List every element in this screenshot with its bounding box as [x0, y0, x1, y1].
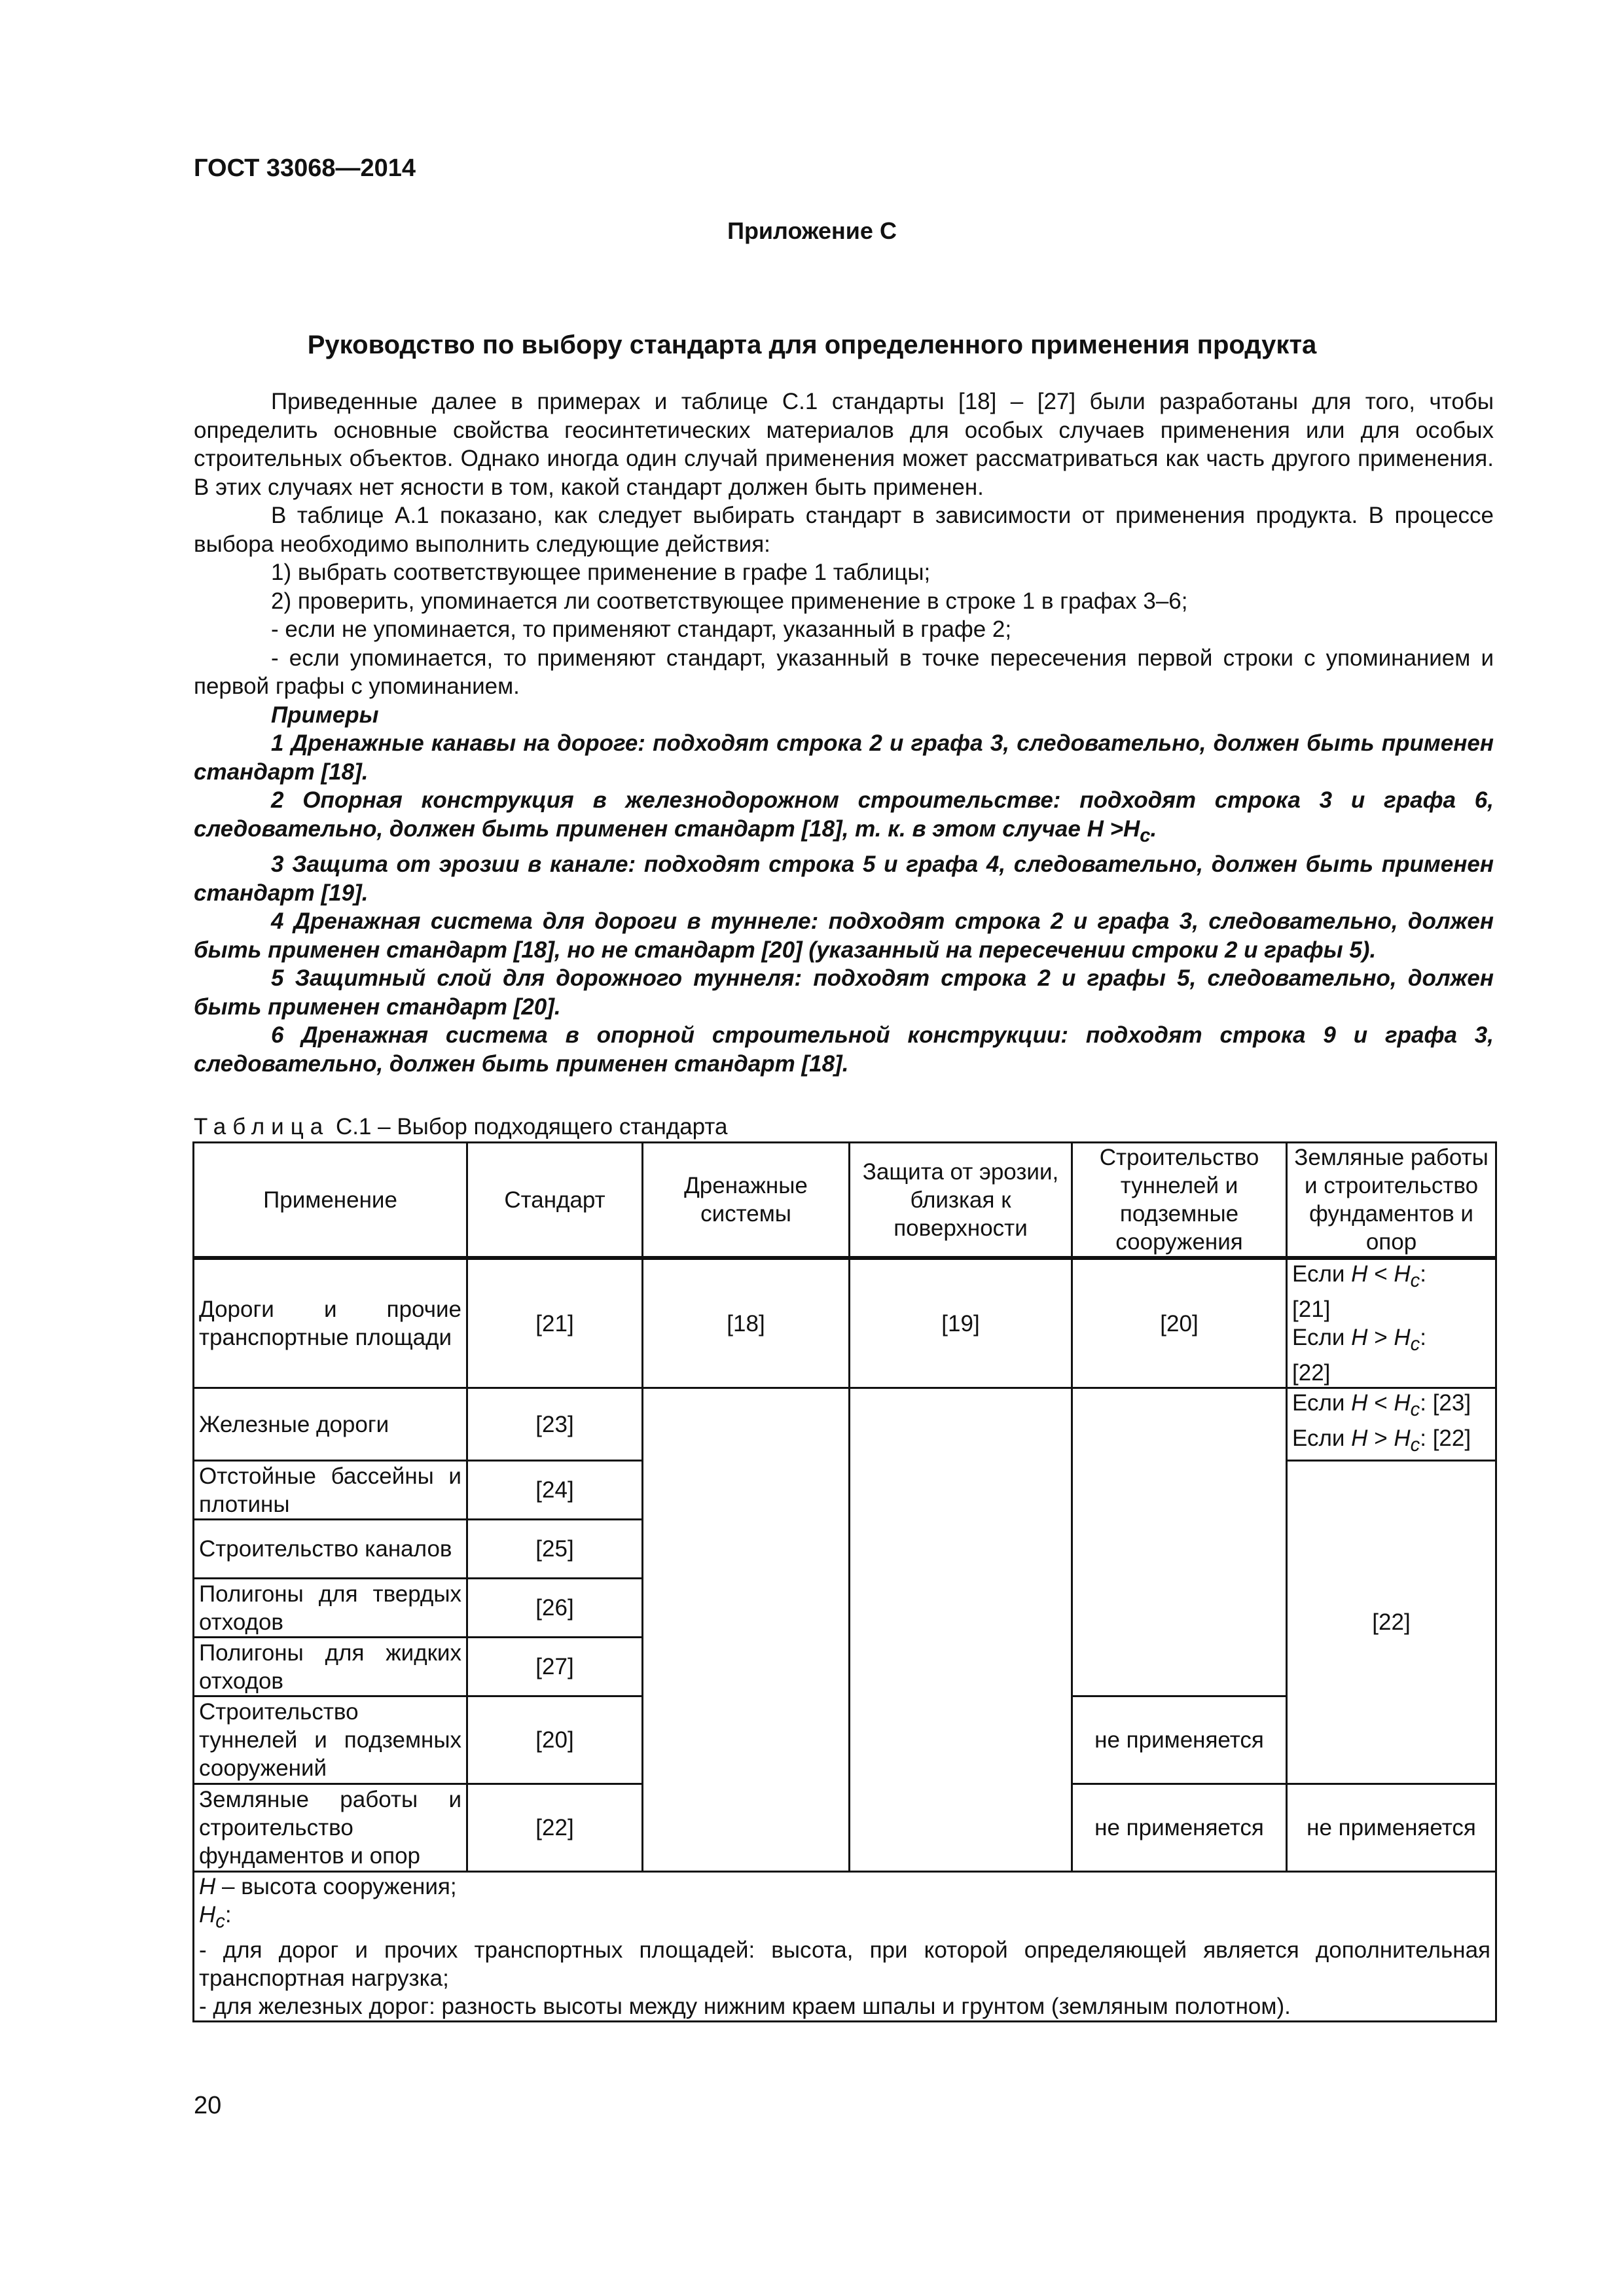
greater-sign: >: [1374, 1426, 1388, 1451]
table-notes: [194, 1872, 1496, 2022]
colon: :: [1420, 1261, 1426, 1287]
colon: :: [1420, 1390, 1426, 1416]
if-label: Если: [1292, 1325, 1345, 1350]
row-application: Железные дороги: [194, 1388, 467, 1461]
step-1: 1) выбрать соответствующее применение в графе 1 таблицы;: [271, 560, 931, 585]
condition-less: [1292, 1389, 1490, 1424]
row-application: Строительство туннелей и подземных сооружений: [194, 1696, 467, 1784]
row-application: Полигоны для жидких отходов: [194, 1638, 467, 1696]
row-tunnels: не применяется: [1072, 1696, 1287, 1784]
if-label: Если: [1292, 1390, 1345, 1416]
step-4: - если упоминается, то применяют стандарт, указанный в точке пересечения первой строки с упоминанием и первой графы с упоминанием.: [194, 645, 1494, 699]
row-standard: [23]: [467, 1388, 643, 1461]
step-2: 2) проверить, упоминается ли соответствующее применение в строке 1 в графах 3–6;: [271, 588, 1188, 614]
rail-value-greater: [22]: [1432, 1426, 1471, 1451]
hc-symbol: H: [1394, 1261, 1411, 1287]
header-drainage: Дренажные системы: [643, 1143, 850, 1259]
example-2-subscript: c: [1140, 825, 1151, 846]
document-code: ГОСТ 33068—2014: [194, 154, 416, 182]
intro-paragraph-1: Приведенные далее в примерах и таблице С.1 стандарты [18] – [27] были разработаны для того, чтобы определить основные свойства геосинтетических материалов для особых случаев применения или для особых строительных объектов. Однако иногда один случай применения может рассматриваться как часть другого применения. В этих случаях нет ясности в том, какой стандарт должен быть применен.: [194, 389, 1494, 500]
h-symbol: H: [1351, 1426, 1368, 1451]
condition-greater: [1292, 1323, 1490, 1359]
note-h-text: – высота сооружения;: [215, 1874, 457, 1899]
standards-table: [192, 1141, 1495, 2019]
row-earthworks-conditional: [1287, 1258, 1496, 1388]
step-3: - если не упоминается, то применяют стандарт, указанный в графе 2;: [271, 617, 1012, 642]
row-tunnels: [20]: [1072, 1258, 1287, 1388]
row-earthworks-conditional: [1287, 1388, 1496, 1461]
body-text: [194, 387, 1494, 1078]
erosion-empty-cell: [850, 1388, 1072, 1872]
hc-symbol: H: [1394, 1390, 1411, 1416]
example-6: 6 Дренажная система в опорной строительной конструкции: подходят строка 9 и графа 3, следовательно, должен быть применен стандарт [18].: [194, 1022, 1494, 1077]
row-earthworks: не применяется: [1287, 1784, 1496, 1872]
value-less: [21]: [1292, 1297, 1331, 1322]
page-number: 20: [194, 2092, 222, 2119]
note-hc-subscript: c: [215, 1911, 225, 1932]
h-symbol: H: [1351, 1325, 1368, 1350]
table-caption-text: С.1 – Выбор подходящего стандарта: [329, 1114, 728, 1139]
greater-sign: >: [1374, 1325, 1388, 1350]
hc-symbol: H: [1394, 1325, 1411, 1350]
hc-subscript: c: [1410, 1399, 1420, 1420]
row-drainage: [18]: [643, 1258, 850, 1388]
example-2-text: 2 Опорная конструкция в железнодорожном строительстве: подходят строка 3 и графа 6, следовательно, должен быть применен стандарт [18], т. к. в этом случае H >H: [194, 787, 1494, 842]
note-h: [199, 1873, 1490, 1901]
table-caption: [194, 1113, 727, 1141]
drainage-empty-cell: [643, 1388, 850, 1872]
table-header-row: [194, 1143, 1496, 1259]
hc-symbol: H: [1394, 1426, 1411, 1451]
header-standard: Стандарт: [467, 1143, 643, 1259]
note-hc: [199, 1901, 1490, 1936]
row-application: Земляные работы и строительство фундаментов и опор: [194, 1784, 467, 1872]
earthworks-merged-cell: [22]: [1287, 1461, 1496, 1784]
row-application: Полигоны для твердых отходов: [194, 1579, 467, 1638]
table-row: [194, 1258, 1496, 1388]
table-row: [194, 1388, 1496, 1461]
example-4: 4 Дренажная система для дороги в туннеле: подходят строка 2 и графа 3, следовательно, должен быть применен стандарт [18], но не стандарт [20] (указанный на пересечении строки 2 и графы 5).: [194, 908, 1494, 963]
if-label: Если: [1292, 1426, 1345, 1451]
row-application: Отстойные бассейны и плотины: [194, 1461, 467, 1520]
rail-value-less: [23]: [1432, 1390, 1471, 1416]
header-erosion: Защита от эрозии, близкая к поверхности: [850, 1143, 1072, 1259]
row-erosion: [19]: [850, 1258, 1072, 1388]
table-caption-word: Таблица: [194, 1114, 330, 1139]
row-application: Строительство каналов: [194, 1520, 467, 1579]
less-sign: <: [1374, 1390, 1388, 1416]
row-application: Дороги и прочие транспортные площади: [194, 1258, 467, 1388]
if-label: Если: [1292, 1261, 1345, 1287]
condition-greater: [1292, 1424, 1490, 1460]
standards-table-grid: [192, 1141, 1497, 2022]
hc-subscript: c: [1410, 1334, 1420, 1355]
value-greater: [22]: [1292, 1360, 1331, 1386]
example-2: [194, 786, 1494, 850]
annex-label: Приложение С: [727, 217, 897, 244]
colon: :: [1420, 1426, 1426, 1451]
example-2-end: .: [1150, 816, 1157, 842]
header-application: Применение: [194, 1143, 467, 1259]
example-3: 3 Защита от эрозии в канале: подходят строка 5 и графа 4, следовательно, должен быть применен стандарт [19].: [194, 852, 1494, 906]
note-railways: - для железных дорог: разность высоты между нижним краем шпалы и грунтом (земляным полотном).: [199, 1994, 1291, 2019]
header-earthworks: Земляные работы и строительство фундаментов и опор: [1287, 1143, 1496, 1259]
row-standard: [27]: [467, 1638, 643, 1696]
example-1: 1 Дренажные канавы на дороге: подходят строка 2 и графа 3, следовательно, должен быть применен стандарт [18].: [194, 730, 1494, 785]
row-standard: [24]: [467, 1461, 643, 1520]
colon: :: [1420, 1325, 1426, 1350]
row-tunnels: не применяется: [1072, 1784, 1287, 1872]
row-standard: [26]: [467, 1579, 643, 1638]
note-hc-colon: :: [225, 1902, 232, 1928]
condition-less: [1292, 1260, 1490, 1295]
h-symbol: H: [1351, 1390, 1368, 1416]
row-standard: [21]: [467, 1258, 643, 1388]
note-hc-symbol: H: [199, 1902, 216, 1928]
header-tunnels: Строительство туннелей и подземные сооружения: [1072, 1143, 1287, 1259]
row-standard: [25]: [467, 1520, 643, 1579]
examples-heading: Примеры: [271, 702, 379, 728]
example-5: 5 Защитный слой для дорожного туннеля: подходят строка 2 и графы 5, следовательно, должен быть применен стандарт [20].: [194, 965, 1494, 1020]
intro-paragraph-2: В таблице А.1 показано, как следует выбирать стандарт в зависимости от применения продукта. В процессе выбора необходимо выполнить следующие действия:: [194, 503, 1494, 557]
hc-subscript: c: [1410, 1435, 1420, 1456]
note-roads: - для дорог и прочих транспортных площадей: высота, при которой определяющей является дополнительная транспортная нагрузка;: [199, 1937, 1490, 1991]
table-notes-row: [194, 1872, 1496, 2022]
tunnels-empty-cell: [1072, 1388, 1287, 1696]
h-symbol: H: [1351, 1261, 1368, 1287]
row-standard: [20]: [467, 1696, 643, 1784]
note-h-symbol: H: [199, 1874, 216, 1899]
less-sign: <: [1374, 1261, 1388, 1287]
page-title: Руководство по выбору стандарта для определенного применения продукта: [307, 331, 1317, 359]
row-standard: [22]: [467, 1784, 643, 1872]
hc-subscript: c: [1410, 1270, 1420, 1291]
